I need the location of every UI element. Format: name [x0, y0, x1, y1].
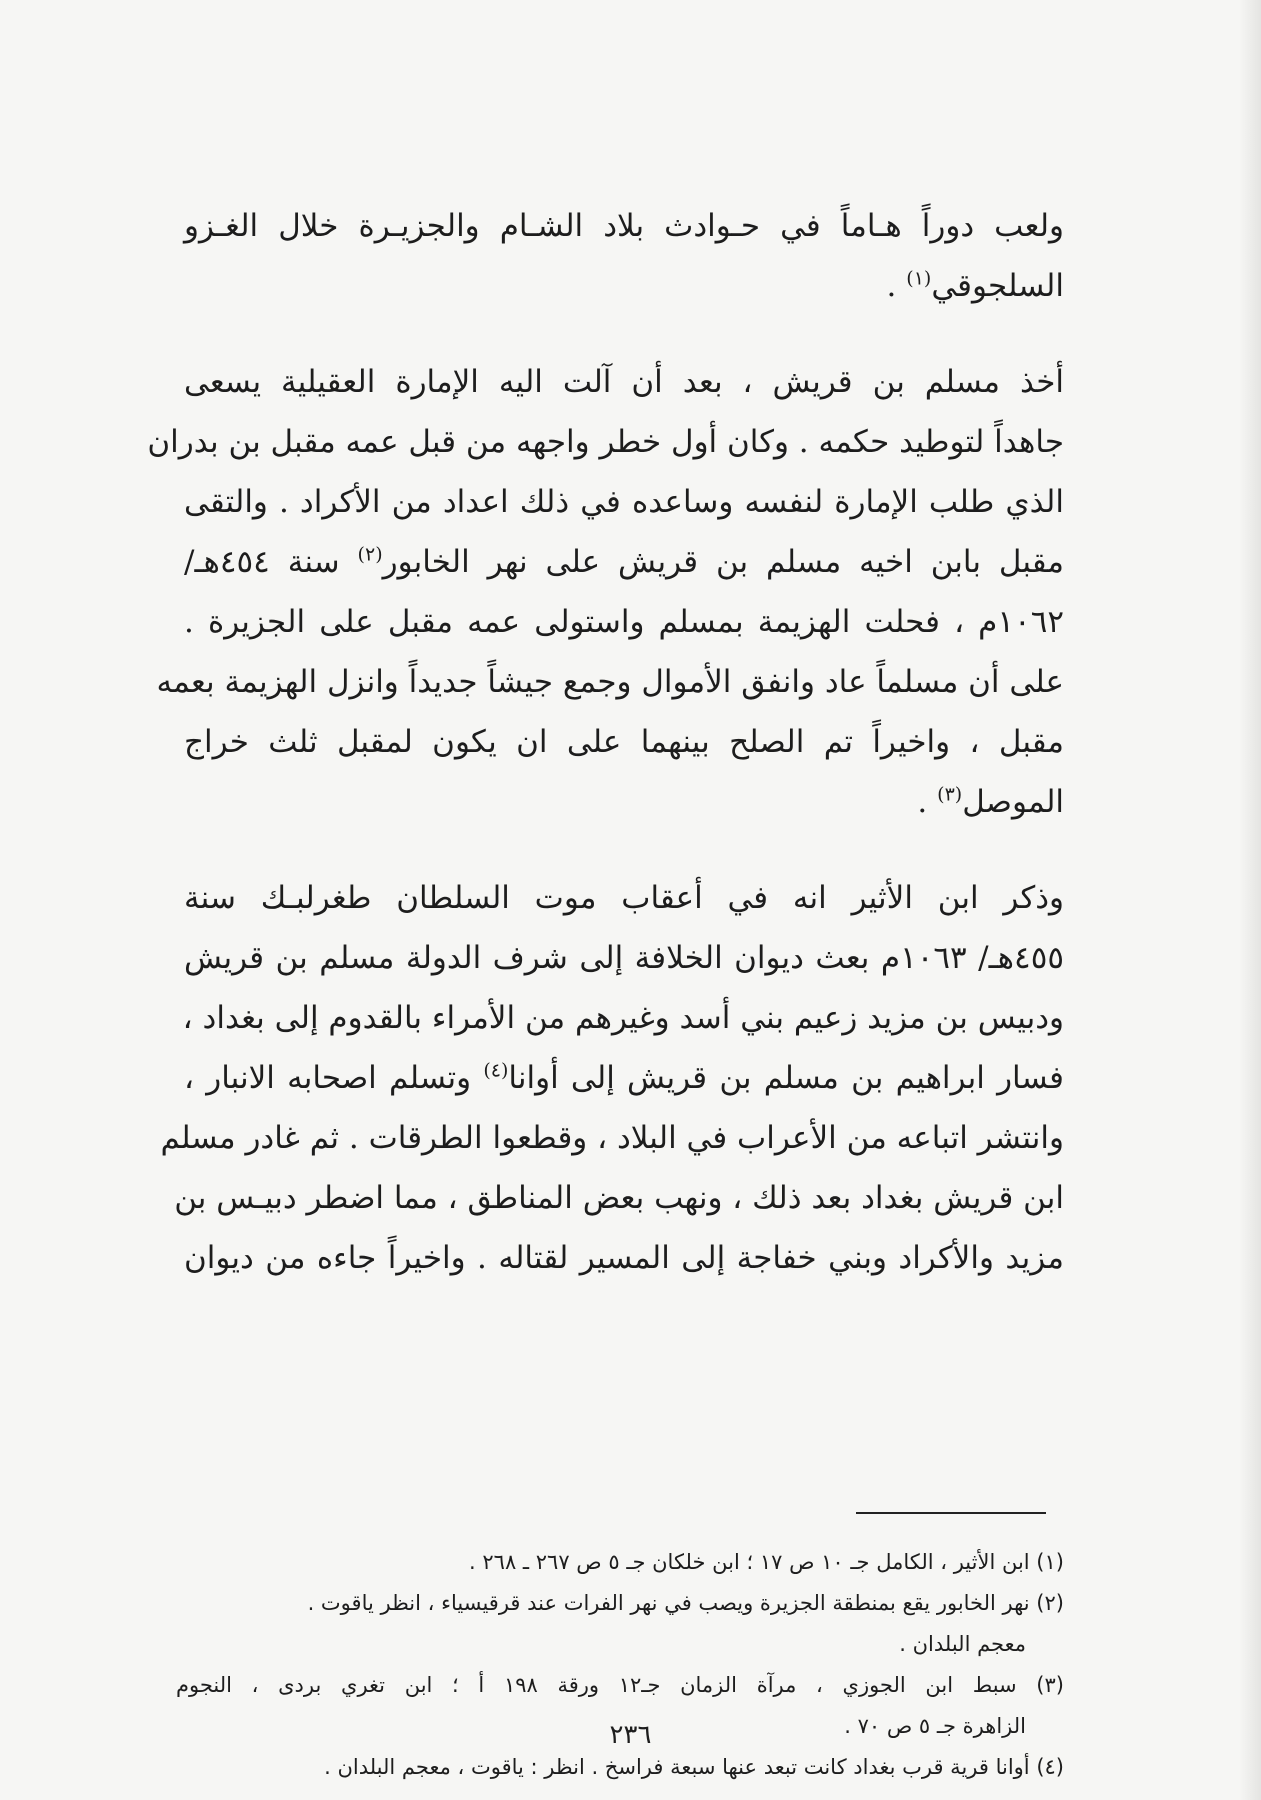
text-fragment: وتسلم اصحابه الانبار ، — [184, 1060, 484, 1096]
paragraph-1 — [184, 196, 1064, 316]
footnote-separator — [856, 1512, 1046, 1514]
text-fragment: الموصل — [962, 784, 1064, 820]
text-line: مقبل ، واخيراً تم الصلح بينهما على ان يكون لمقبل ثلث خراج — [184, 724, 1064, 760]
text-line — [184, 256, 1064, 316]
text-line: الذي طلب الإمارة لنفسه وساعده في ذلك اعداد من الأكراد . والتقى — [184, 484, 1064, 520]
text-line: أخذ مسلم بن قريش ، بعد أن آلت اليه الإمارة العقيلية يسعى — [184, 364, 1064, 400]
footnote-1: (١) ابن الأثير ، الكامل جـ ١٠ ص ١٧ ؛ ابن خلكان جـ ٥ ص ٢٦٧ ـ ٢٦٨ . — [469, 1550, 1064, 1574]
footnotes — [176, 1542, 1064, 1788]
footnote-2-continued: معجم البلدان . — [899, 1632, 1026, 1656]
footnote-4: (٤) أوانا قرية قرب بغداد كانت تبعد عنها سبعة فراسخ . انظر : ياقوت ، معجم البلدان . — [324, 1755, 1064, 1779]
footnote-ref-1: (١) — [906, 267, 932, 290]
footnote-2: (٢) نهر الخابور يقع بمنطقة الجزيرة ويصب في نهر الفرات عند قرقيسياء ، انظر ياقوت . — [307, 1591, 1064, 1615]
text-line — [184, 1048, 1064, 1108]
text-line — [184, 772, 1064, 832]
text-fragment: سنة ٤٥٤هـ/ — [184, 544, 358, 580]
text-line: ٤٥٥هـ/ ١٠٦٣م بعث ديوان الخلافة إلى شرف الدولة مسلم بن قريش — [184, 940, 1064, 976]
text-line: ودبيس بن مزيد زعيم بني أسد وغيرهم من الأمراء بالقدوم إلى بغداد ، — [182, 1000, 1064, 1036]
paragraph-3 — [160, 868, 1064, 1288]
text-line: على أن مسلماً عاد وانفق الأموال وجمع جيشاً جديداً وانزل الهزيمة بعمه — [156, 664, 1064, 700]
text-fragment: فسار ابراهيم بن مسلم بن قريش إلى أوانا — [508, 1060, 1064, 1096]
text-fragment: . — [886, 268, 907, 304]
text-line: ولعب دوراً هـاماً في حـوادث بلاد الشـام والجزيـرة خلال الغـزو — [184, 208, 1064, 244]
page-edge-shadow — [1239, 0, 1261, 1800]
footnote-ref-2: (٢) — [357, 543, 383, 566]
text-line: مزيد والأكراد وبني خفاجة إلى المسير لقتاله . واخيراً جاءه من ديوان — [184, 1240, 1064, 1276]
text-fragment: . — [917, 784, 938, 820]
page-number: ٢٣٦ — [609, 1720, 652, 1750]
main-text — [147, 196, 1064, 1288]
footnote-3: (٣) سبط ابن الجوزي ، مرآة الزمان جـ١٢ ورقة ١٩٨ أ ؛ ابن تغري بردى ، النجوم — [176, 1673, 1064, 1697]
text-line: ١٠٦٢م ، فحلت الهزيمة بمسلم واستولى عمه مقبل على الجزيرة . — [184, 604, 1064, 640]
text-line: جاهداً لتوطيد حكمه . وكان أول خطر واجهه من قبل عمه مقبل بن بدران — [147, 424, 1064, 460]
text-fragment: مقبل بابن اخيه مسلم بن قريش على نهر الخابور — [382, 544, 1064, 580]
text-line — [184, 532, 1064, 592]
footnote-ref-3: (٣) — [937, 783, 963, 806]
text-line: وذكر ابن الأثير انه في أعقاب موت السلطان طغرلبـك سنة — [184, 880, 1064, 916]
paragraph-2 — [147, 352, 1064, 832]
text-line: وانتشر اتباعه من الأعراب في البلاد ، وقطعوا الطرقات . ثم غادر مسلم — [160, 1120, 1064, 1156]
footnote-3-continued: الزاهرة جـ ٥ ص ٧٠ . — [844, 1714, 1026, 1738]
text-fragment: السلجوقي — [931, 268, 1064, 304]
footnote-ref-4: (٤) — [483, 1059, 509, 1082]
text-line: ابن قريش بغداد بعد ذلك ، ونهب بعض المناطق ، مما اضطر دبيـس بن — [174, 1180, 1064, 1216]
